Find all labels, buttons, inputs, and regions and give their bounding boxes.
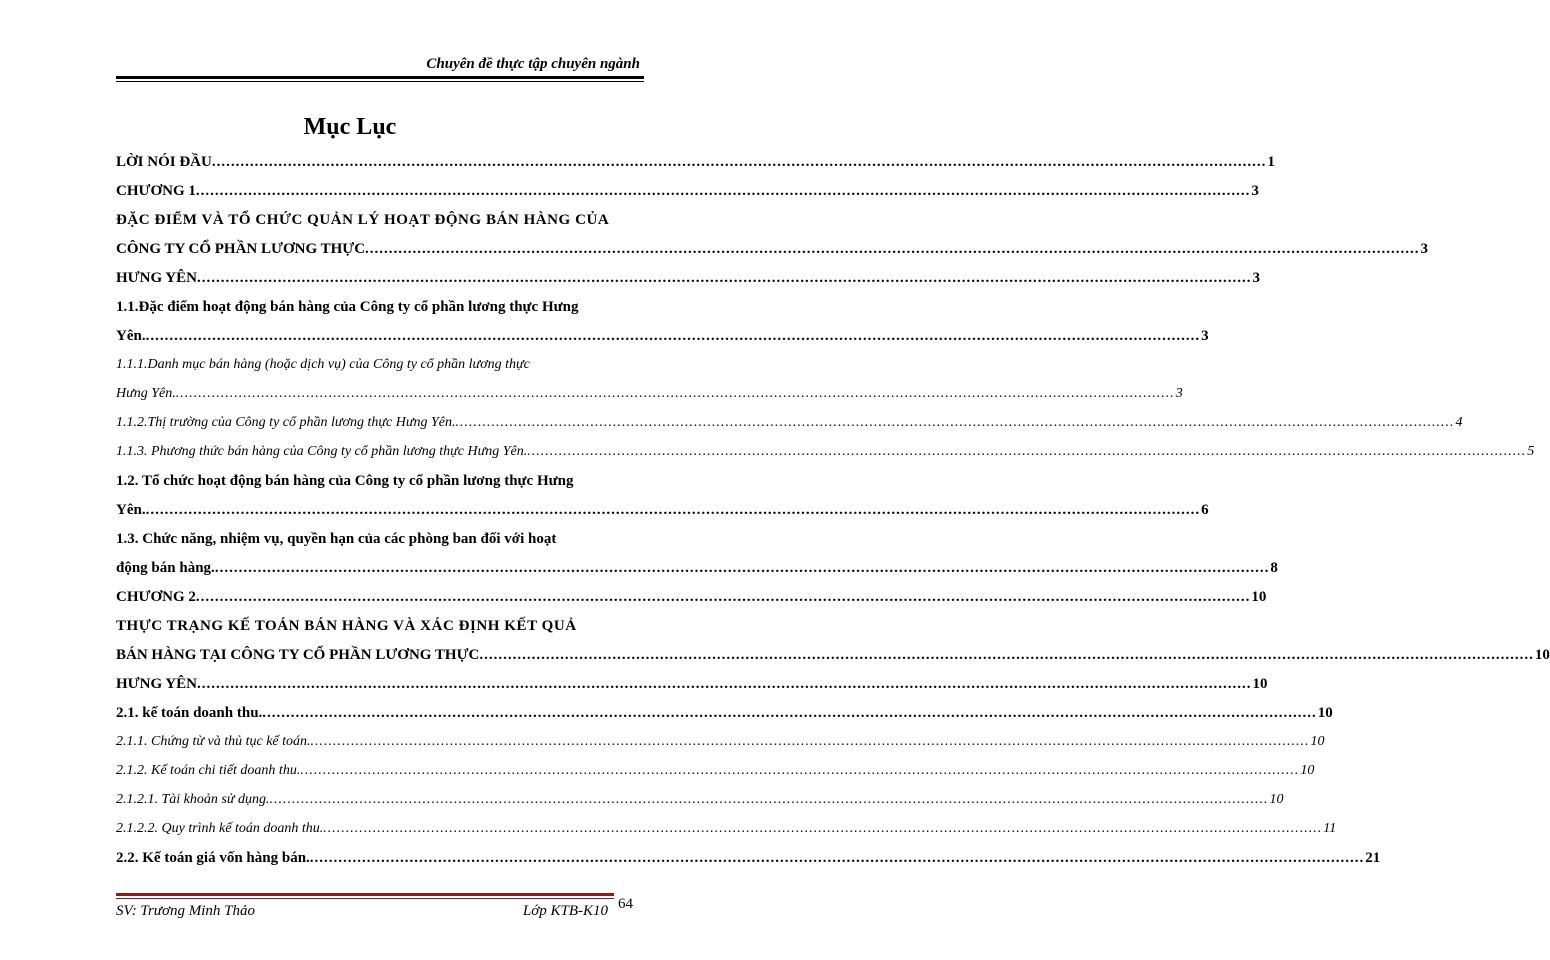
leader-dots: .............................................................................................................................................................................................................................. [365,241,1420,257]
toc-entry[interactable]: HƯNG YÊN .............................................................................................................................................................................................................................. 10 [116,676,1268,692]
leader-dots: .............................................................................................................................................................................................................................. [527,444,1527,459]
toc-entry[interactable]: 2.1.1. Chứng từ và thủ tục kế toán. .............................................................................................................................................................................................................................. 10 [116,734,1325,749]
toc-entry-line[interactable]: 1.1.Đặc điểm hoạt động bán hàng của Công ty cổ phần lương thực Hưng [116,299,579,315]
page-ref: 5 [1527,444,1535,459]
page-ref: 4 [1455,415,1463,430]
toc-entry[interactable]: Yên. .............................................................................................................................................................................................................................. 6 [116,502,1209,518]
page-ref: 3 [1252,270,1260,286]
toc-entry[interactable]: CÔNG TY CỔ PHẦN LƯƠNG THỰC .............................................................................................................................................................................................................................. 3 [116,241,1429,257]
toc-entry-line[interactable]: THỰC TRẠNG KẾ TOÁN BÁN HÀNG VÀ XÁC ĐỊNH KẾT QUẢ [116,618,577,634]
leader-dots: .............................................................................................................................................................................................................................. [323,821,1323,836]
page-ref: 10 [1251,589,1267,605]
toc-entry-line[interactable]: 1.1.1.Danh mục bán hàng (hoặc dịch vụ) của Công ty cổ phần lương thực [116,357,530,372]
page-ref: 10 [1269,792,1284,807]
leader-dots: .............................................................................................................................................................................................................................. [269,792,1269,807]
leader-dots: .............................................................................................................................................................................................................................. [479,647,1534,663]
toc-entry[interactable]: 2.1.2.1. Tài khoản sử dụng. .............................................................................................................................................................................................................................. 10 [116,792,1284,807]
page-ref: 6 [1201,502,1209,518]
toc-entry[interactable]: động bán hàng. .............................................................................................................................................................................................................................. 8 [116,560,1278,576]
toc-entry[interactable]: 2.1.2. Kế toán chi tiết doanh thu. .............................................................................................................................................................................................................................. 10 [116,763,1315,778]
page-ref: 10 [1534,647,1550,663]
footer-class: Lớp KTB-K10 [522,903,608,919]
leader-dots: .............................................................................................................................................................................................................................. [196,270,1252,286]
page-ref: 3 [1251,183,1259,199]
page-ref: 10 [1310,734,1325,749]
leader-dots: .............................................................................................................................................................................................................................. [455,415,1455,430]
toc-entry-line[interactable]: 1.2. Tổ chức hoạt động bán hàng của Công ty cổ phần lương thực Hưng [116,473,574,489]
toc-entry[interactable]: Hưng Yên. .............................................................................................................................................................................................................................. 3 [116,386,1183,401]
leader-dots: .............................................................................................................................................................................................................................. [262,705,1317,721]
page-ref: 10 [1300,763,1315,778]
leader-dots: .............................................................................................................................................................................................................................. [195,589,1251,605]
toc-entry[interactable]: 2.1.2.2. Quy trình kế toán doanh thu. .............................................................................................................................................................................................................................. 11 [116,821,1337,836]
toc-entry[interactable]: 2.2. Kế toán giá vốn hàng bán. .............................................................................................................................................................................................................................. 21 [116,850,1381,866]
toc-entry[interactable]: HƯNG YÊN .............................................................................................................................................................................................................................. 3 [116,270,1260,286]
toc-entry[interactable]: 2.1. kế toán doanh thu. .............................................................................................................................................................................................................................. 10 [116,705,1333,721]
leader-dots: .............................................................................................................................................................................................................................. [145,502,1201,518]
leader-dots: .............................................................................................................................................................................................................................. [145,328,1201,344]
footer-student-name: SV: Trương Minh Thảo [116,903,255,919]
leader-dots: .............................................................................................................................................................................................................................. [300,763,1300,778]
leader-dots: .............................................................................................................................................................................................................................. [211,154,1267,170]
page-ref: 1 [1267,154,1275,170]
toc-entry[interactable]: Yên. .............................................................................................................................................................................................................................. 3 [116,328,1209,344]
page-ref: 8 [1270,560,1278,576]
leader-dots: .............................................................................................................................................................................................................................. [214,560,1270,576]
toc-entry[interactable]: CHƯƠNG 1 .............................................................................................................................................................................................................................. 3 [116,183,1259,199]
page-title: Mục Lục [303,114,397,140]
header-rule-thin [116,81,644,82]
page-ref: 21 [1365,850,1381,866]
leader-dots: .............................................................................................................................................................................................................................. [309,850,1365,866]
page-ref: 3 [1420,241,1429,257]
toc-entry[interactable]: LỜI NÓI ĐẦU .............................................................................................................................................................................................................................. 1 [116,154,1275,170]
page-number: 64 [618,896,633,912]
toc-entry[interactable]: 1.1.3. Phương thức bán hàng của Công ty cổ phần lương thực Hưng Yên. .............................................................................................................................................................................................................................. 5 [116,444,1535,459]
running-header: Chuyên đề thực tập chuyên ngành [426,56,640,72]
leader-dots: .............................................................................................................................................................................................................................. [196,676,1252,692]
toc-entry-line[interactable]: 1.3. Chức năng, nhiệm vụ, quyền hạn của các phòng ban đối với hoạt [116,531,557,547]
leader-dots: .............................................................................................................................................................................................................................. [310,734,1310,749]
page-ref: 10 [1317,705,1333,721]
footer-rule-thin [116,898,614,899]
toc-entry-line[interactable]: ĐẶC ĐIỂM VÀ TỔ CHỨC QUẢN LÝ HOẠT ĐỘNG BÁN HÀNG CỦA [116,212,610,228]
toc-entry[interactable]: CHƯƠNG 2 .............................................................................................................................................................................................................................. 10 [116,589,1267,605]
toc-entry[interactable]: BÁN HÀNG TẠI CÔNG TY CỔ PHẦN LƯƠNG THỰC .............................................................................................................................................................................................................................. 10 [116,647,1550,663]
page-ref: 3 [1201,328,1209,344]
page-ref: 11 [1323,821,1337,836]
footer-rule [116,893,614,896]
page-ref: 10 [1252,676,1268,692]
toc-entry[interactable]: 1.1.2.Thị trường của Công ty cổ phần lương thực Hưng Yên. .............................................................................................................................................................................................................................. 4 [116,415,1463,430]
page-ref: 3 [1175,386,1183,401]
leader-dots: .............................................................................................................................................................................................................................. [175,386,1175,401]
leader-dots: .............................................................................................................................................................................................................................. [195,183,1251,199]
header-rule [116,76,644,79]
